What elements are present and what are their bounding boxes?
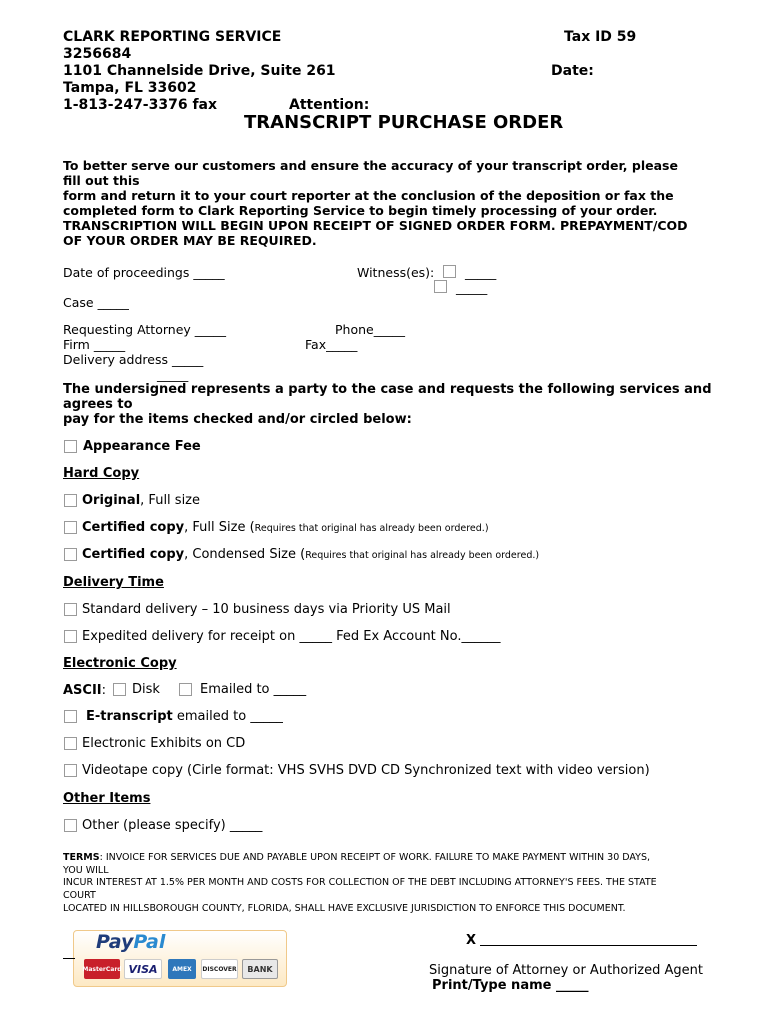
original-rest: , Full size xyxy=(140,493,201,508)
certified-condensed-checkbox[interactable] xyxy=(64,548,77,561)
phone-field[interactable]: Phone_____ xyxy=(335,322,405,337)
other-checkbox[interactable] xyxy=(64,819,77,832)
signature-x-mark: X xyxy=(466,933,477,948)
witnesses-label: Witness(es): xyxy=(357,265,435,280)
expedited-delivery-label: Expedited delivery for receipt on _____ Fed Ex Account No.______ xyxy=(82,629,501,644)
terms-paragraph xyxy=(63,852,703,916)
electronic-copy-heading: Electronic Copy xyxy=(63,656,177,671)
intro-line: fill out this xyxy=(63,173,140,188)
certified-condensed-rest: , Condensed Size ( xyxy=(184,547,306,562)
appearance-fee-label: Appearance Fee xyxy=(83,439,201,454)
other-items-heading: Other Items xyxy=(63,791,151,806)
certified-full-checkbox[interactable] xyxy=(64,521,77,534)
paypal-logo: PayPal xyxy=(96,931,166,953)
terms-line: COURT xyxy=(63,890,96,902)
certified-note: Requires that original has already been ordered.) xyxy=(305,550,540,561)
ascii-disk-label: Disk xyxy=(132,682,160,697)
date-of-proceedings-field[interactable]: Date of proceedings _____ xyxy=(63,265,225,280)
ascii-emailed-label: Emailed to _____ xyxy=(200,682,307,697)
delivery-address-field[interactable]: Delivery address _____ xyxy=(63,352,204,367)
mastercard-icon: MasterCard xyxy=(84,959,120,979)
certified-full-label xyxy=(82,520,489,535)
other-specify-label: Other (please specify) _____ xyxy=(82,818,263,833)
intro-line: TRANSCRIPTION WILL BEGIN UPON RECEIPT OF SIGNED ORDER FORM. PREPAYMENT/COD xyxy=(63,218,688,233)
certified-full-rest: , Full Size ( xyxy=(184,520,255,535)
firm-field[interactable]: Firm _____ xyxy=(63,337,126,352)
attention-label: Attention: xyxy=(289,97,370,113)
statement-line: The undersigned represents a party to the case and requests the following services and xyxy=(63,382,712,397)
etranscript-rest: emailed to _____ xyxy=(172,709,283,724)
company-phone-id: 3256684 xyxy=(63,46,132,62)
signature-label: Signature of Attorney or Authorized Agent xyxy=(429,963,703,978)
requesting-attorney-field[interactable]: Requesting Attorney _____ xyxy=(63,322,227,337)
witness-blank-2[interactable]: _____ xyxy=(456,280,488,295)
paypal-badge xyxy=(73,930,287,987)
original-checkbox[interactable] xyxy=(64,494,77,507)
original-label xyxy=(82,493,200,508)
terms-line: YOU WILL xyxy=(63,864,109,876)
ascii-emailed-checkbox[interactable] xyxy=(179,683,192,696)
paypal-underline-stub xyxy=(63,958,75,959)
certified-bold: Certified copy xyxy=(82,520,185,535)
intro-line: To better serve our customers and ensure the accuracy of your transcript order, please xyxy=(63,158,678,173)
certified-condensed-label xyxy=(82,547,539,562)
terms-line: LOCATED IN HILLSBOROUGH COUNTY, FLORIDA, SHALL HAVE EXCLUSIVE JURISDICTION TO ENFORCE THIS DOCUMENT. xyxy=(63,902,626,914)
exhibits-cd-checkbox[interactable] xyxy=(64,737,77,750)
etranscript-bold: E-transcript xyxy=(86,709,173,724)
standard-delivery-label: Standard delivery – 10 business days via Priority US Mail xyxy=(82,602,451,617)
exhibits-cd-label: Electronic Exhibits on CD xyxy=(82,736,246,751)
intro-line: completed form to Clark Reporting Service to begin timely processing of your order. xyxy=(63,203,658,218)
print-type-name-field[interactable]: Print/Type name _____ xyxy=(432,978,589,993)
videotape-label: Videotape copy (Cirle format: VHS SVHS DVD CD Synchronized text with video version) xyxy=(82,763,650,778)
witness-checkbox-1[interactable] xyxy=(443,265,456,278)
intro-line: form and return it to your court reporter at the conclusion of the deposition or fax the xyxy=(63,188,674,203)
terms-line: TERMS: INVOICE FOR SERVICES DUE AND PAYABLE UPON RECEIPT OF WORK. FAILURE TO MAKE PAYMENT WITHIN 30 DAYS, xyxy=(63,852,651,863)
standard-delivery-checkbox[interactable] xyxy=(64,603,77,616)
date-label: Date: xyxy=(551,63,594,79)
amex-icon: AMEX xyxy=(168,959,196,979)
original-bold: Original xyxy=(82,493,141,508)
terms-label: TERMS xyxy=(63,852,100,863)
certified-bold: Certified copy xyxy=(82,547,185,562)
company-address-line2: Tampa, FL 33602 xyxy=(63,80,197,96)
tax-id: Tax ID 59 xyxy=(564,29,637,45)
intro-line: OF YOUR ORDER MAY BE REQUIRED. xyxy=(63,233,317,248)
statement-line: agrees to xyxy=(63,397,133,412)
etranscript-label xyxy=(86,709,283,724)
company-address-line1: 1101 Channelside Drive, Suite 261 xyxy=(63,63,336,79)
videotape-checkbox[interactable] xyxy=(64,764,77,777)
ascii-disk-checkbox[interactable] xyxy=(113,683,126,696)
company-fax: 1-813-247-3376 fax xyxy=(63,97,218,113)
etranscript-checkbox[interactable] xyxy=(64,710,77,723)
case-field[interactable]: Case _____ xyxy=(63,295,129,310)
appearance-fee-checkbox[interactable] xyxy=(64,440,77,453)
certified-note: Requires that original has already been ordered.) xyxy=(254,523,489,534)
fax-field[interactable]: Fax_____ xyxy=(305,337,358,352)
visa-icon: VISA xyxy=(124,959,162,979)
page-title: TRANSCRIPT PURCHASE ORDER xyxy=(244,112,564,133)
delivery-address-blank[interactable]: _____ xyxy=(157,367,189,382)
hard-copy-heading: Hard Copy xyxy=(63,466,140,481)
terms-line: INCUR INTEREST AT 1.5% PER MONTH AND COSTS FOR COLLECTION OF THE DEBT INCLUDING ATTORNEY'S FEES. THE STATE xyxy=(63,877,657,889)
witness-checkbox-2[interactable] xyxy=(434,280,447,293)
statement-line: pay for the items checked and/or circled below: xyxy=(63,412,412,427)
witness-blank-1[interactable]: _____ xyxy=(465,265,497,280)
intro-paragraph xyxy=(63,158,703,248)
bank-icon: BANK xyxy=(242,959,278,979)
signature-line[interactable] xyxy=(480,945,697,946)
delivery-time-heading: Delivery Time xyxy=(63,575,164,590)
discover-icon: DISCOVER xyxy=(201,959,238,979)
ascii-label: ASCII: xyxy=(63,683,107,698)
expedited-delivery-checkbox[interactable] xyxy=(64,630,77,643)
company-name: CLARK REPORTING SERVICE xyxy=(63,29,282,45)
